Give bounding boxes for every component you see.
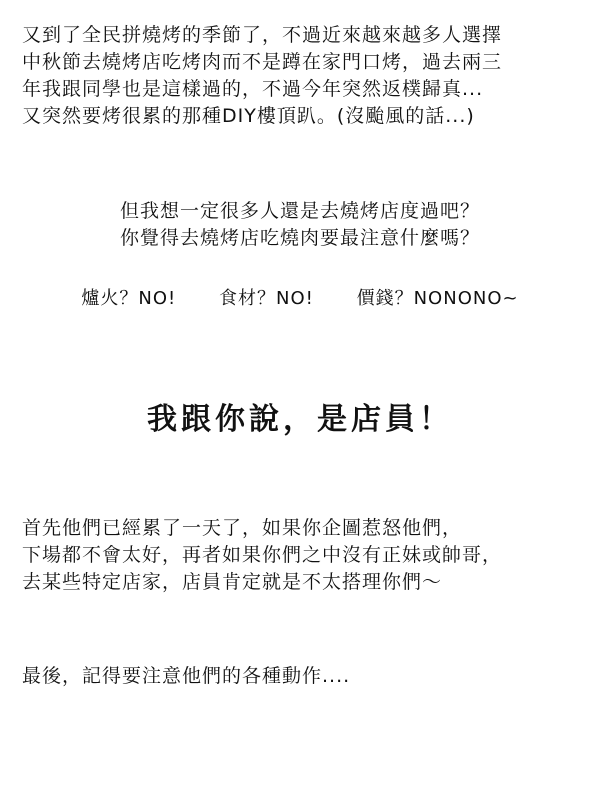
option-item: 價錢？NONONO~ (356, 288, 519, 309)
option-item: 食材？NO! (219, 288, 314, 309)
body-line: 首先他們已經累了一天了，如果你企圖惹怒他們， (22, 517, 463, 539)
body-line: 去某些特定店家，店員肯定就是不太搭理你們～ (22, 571, 443, 593)
article-heading: 我跟你說，是店員！ (147, 402, 453, 437)
intro-paragraph (22, 22, 582, 130)
intro-line: 又突然要烤很累的那種DIY樓頂趴。(沒颱風的話...) (22, 105, 475, 127)
intro-line: 年我跟同學也是這樣過的，不過今年突然返樸歸真... (22, 78, 484, 100)
option-item: 爐火？NO! (81, 288, 177, 309)
intro-line: 又到了全民拼燒烤的季節了，不過近來越來越多人選擇 (22, 24, 503, 46)
closing-paragraph (22, 663, 582, 690)
closing-line: 最後，記得要注意他們的各種動作.... (22, 665, 351, 687)
body-paragraph (22, 515, 582, 596)
body-line: 下場都不會太好，再者如果你們之中沒有正妹或帥哥， (22, 544, 503, 566)
question-line: 你覺得去燒烤店吃燒肉要最注意什麼嗎？ (119, 227, 480, 249)
intro-line: 中秋節去燒烤店吃烤肉而不是蹲在家門口烤，過去兩三 (22, 51, 503, 73)
options-line (0, 285, 600, 312)
question-line: 但我想一定很多人還是去燒烤店度過吧？ (119, 200, 480, 222)
question-paragraph (0, 198, 600, 252)
